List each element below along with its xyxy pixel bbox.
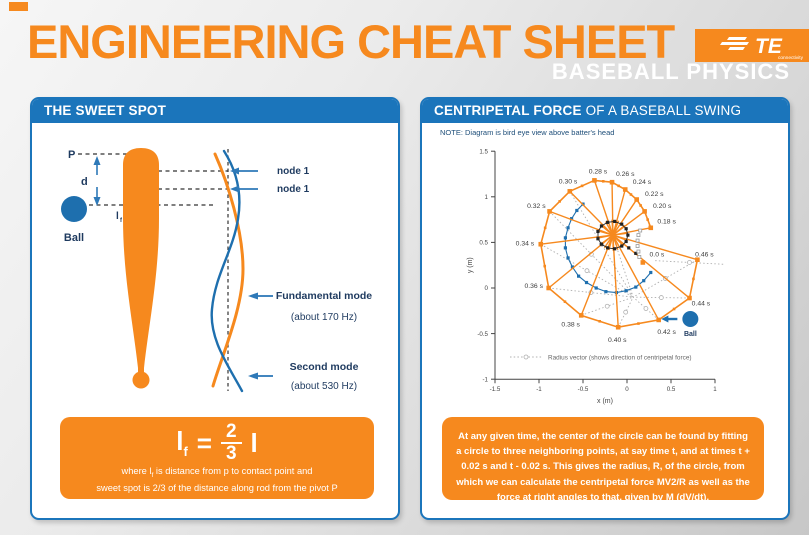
tip-point [579,313,584,318]
te-tagline: connectivity [777,56,803,61]
ball-icon [61,196,87,222]
formula-caption-line2: sweet spot is 2/3 of the distance along rod from the pivot P [96,482,338,493]
radius-vector-midpoint [585,269,589,273]
tip-point [592,178,597,183]
sweet-spot-formula-box [60,417,374,499]
te-logo-bar [695,29,809,62]
formula-equals: = [196,427,212,458]
x-tick-label: -1 [536,386,542,394]
d-label: d [81,176,88,188]
radius-vector-midpoint [659,296,663,300]
hands-point [613,220,616,223]
tip-midpoint [598,320,601,323]
chart-note: NOTE: Diagram is bird eye view above batter's head [440,128,615,137]
formula-fraction [221,422,242,464]
blue-path-point [585,281,588,284]
node-arrows [230,168,273,380]
tip-midpoint [602,180,605,183]
pivot-label: P [68,149,76,161]
blue-path-point [564,246,567,249]
sweet-spot-diagram [32,123,398,417]
y-tick-label: 1 [484,194,488,201]
tip-midpoint [581,185,584,188]
blue-path-point [566,226,569,229]
node1-label: node 1 [277,166,310,177]
time-label: 0.22 s [645,191,664,199]
time-label: 0.0 s [649,251,665,259]
time-label: 0.44 s [691,300,711,308]
time-label: 0.40 s [608,336,627,344]
blue-path-point [604,290,607,293]
hands-point [596,237,599,240]
tip-point [656,318,661,323]
blue-path-point [595,286,598,289]
centripetal-text-box [442,417,764,503]
tip-midpoint [543,265,546,268]
radius-vector-midpoint [687,260,691,264]
tip-midpoint [673,308,676,311]
te-connectivity-logo [695,29,809,62]
ball-label: Ball [63,232,85,244]
fraction-denominator: 3 [225,443,237,464]
blue-path-point [634,285,637,288]
formula-caption-line1: where $l_f$ is distance from p to contact point and [121,466,313,479]
time-label: 0.36 s [524,283,543,291]
legend-marker [524,355,528,359]
hands-point [620,244,623,247]
tip-point [623,187,628,192]
formula-rhs: l [250,427,258,458]
radius-vector-midpoint [644,307,648,311]
node2-label: node 1 [277,184,310,195]
radius-vector-midpoint [624,310,628,314]
early-point [638,255,641,258]
centripetal-header-bold: CENTRIPETAL FORCE [434,103,582,118]
corner-accent [9,2,28,11]
tip-point [568,189,573,194]
early-point [636,239,639,242]
tip-point [616,325,621,330]
page-subtitle: BASEBALL PHYSICS [551,59,790,84]
tip-point [547,209,552,214]
tip-point [642,209,647,214]
early-point [636,245,639,248]
time-label: 0.28 s [588,168,608,176]
te-logo-text: TE [755,35,782,58]
centripetal-header [422,99,788,123]
blue-path-point [564,236,567,239]
y-tick-label: -0.5 [477,330,488,338]
tip-point [538,242,543,247]
hands-point [596,230,599,233]
hands-point [606,246,609,249]
y-tick-label: 0.5 [479,239,488,247]
time-label: 0.18 s [657,218,676,226]
tip-midpoint [558,200,561,203]
formula [60,421,374,465]
y-axis-label: y (m) [467,257,474,274]
time-label: 0.30 s [558,178,578,186]
tip-point [634,197,639,202]
y-tick-label: 1.5 [479,148,488,156]
time-label: 0.32 s [527,202,546,210]
te-speed-stripes-icon [720,37,749,50]
tip-midpoint [630,193,633,196]
hands-point [600,224,603,227]
centripetal-panel [420,97,790,520]
blue-path-point [625,289,628,292]
x-tick-label: 0.5 [666,386,676,394]
tip-point [648,226,653,231]
early-point [637,250,640,253]
tip-midpoint [564,300,567,303]
bat-icon [123,148,159,389]
time-label: 0.24 s [632,179,652,187]
x-tick-label: -1.5 [489,386,501,394]
x-tick-label: 0 [625,386,629,394]
formula-lhs: $l_f$ [176,426,188,460]
sweet-spot-header: THE SWEET SPOT [32,99,398,123]
centripetal-paragraph: At any given time, the center of the circle can be found by fitting a circle to three neighboring points, at say time t, and at times t + 0.02 s and t - 0.02 s. This gives the radius, R, of the circle, from which we can calculate the centripetal force MV2/R as well as the force at right angles to that, given by M (dV/dt). [456,431,750,503]
time-label: 0.42 s [657,328,676,336]
tip-midpoint [692,278,695,281]
hands-point [625,240,628,243]
fundamental-mode-label: Fundamental mode [275,290,373,302]
tip-midpoint [639,204,642,207]
early-point [639,229,642,232]
blue-path-point [566,256,569,259]
radius-vector-midpoint [605,304,609,308]
formula-caption [60,465,374,495]
fraction-numerator: 2 [221,422,242,444]
hands-point [620,223,623,226]
legend-label: Radius vector (shows direction of centripetal force) [548,354,692,362]
lf-sub-label: f [120,218,122,224]
hands-point [626,234,629,237]
blue-path-point [577,275,580,278]
x-tick-label: 1 [713,386,717,394]
lf-label: l [116,211,119,222]
blue-path-point [642,279,645,282]
ball-label: Ball [683,331,697,339]
swing-chart [422,125,788,417]
tip-midpoint [617,185,620,188]
time-label: 0.26 s [615,171,635,178]
blue-path-point [575,209,578,212]
centripetal-header-rest: OF A BASEBALL SWING [581,103,742,118]
fundamental-hz-label: (about 170 Hz) [290,312,358,323]
hands-point [613,247,616,250]
y-tick-label: 0 [484,285,488,293]
tip-midpoint [646,218,649,221]
early-point [637,234,640,237]
sweet-spot-panel [30,97,400,520]
time-label: 0.38 s [561,321,580,329]
tip-point [546,286,551,291]
time-label: 0.20 s [652,202,672,210]
blue-path-point [649,271,652,274]
hands-point [606,221,609,224]
tip-point [641,260,646,265]
second-hz-label: (about 530 Hz) [290,381,358,392]
x-axis-label: x (m) [597,398,613,406]
tip-midpoint [637,322,640,325]
tip-point [610,180,615,185]
y-tick-label: -1 [482,376,488,384]
distance-d-arrow [94,156,101,206]
page-title: ENGINEERING CHEAT SHEET [27,15,675,68]
hands-point [600,243,603,246]
x-tick-label: -0.5 [577,386,589,394]
tip-path-line [541,180,698,327]
hands-point [625,227,628,230]
ball-icon [682,311,698,327]
tip-midpoint [544,227,547,230]
time-label: 0.46 s [695,251,714,259]
hands-trail-point [627,246,630,249]
time-label: 0.34 s [515,240,535,248]
second-mode-label: Second mode [289,361,359,373]
